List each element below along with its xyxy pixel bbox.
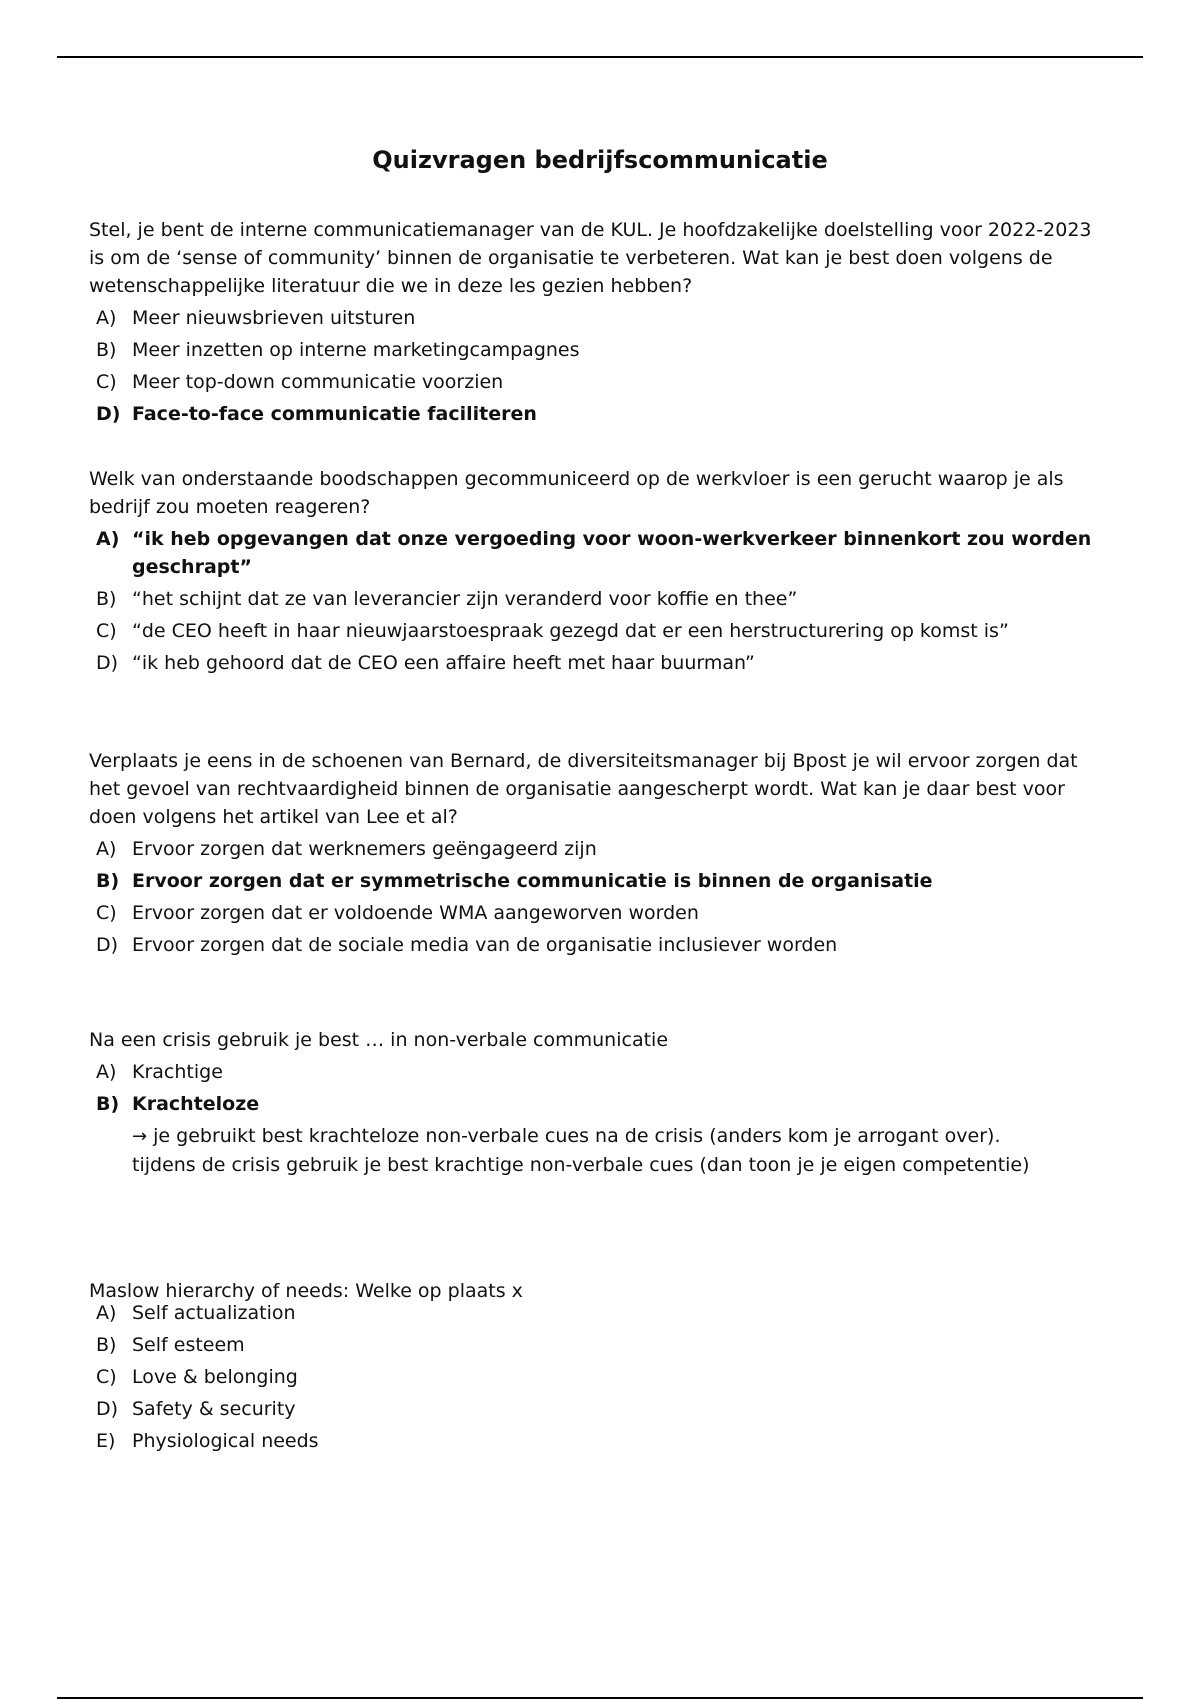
question-text: Stel, je bent de interne communicatiemanager van de KUL. Je hoofdzakelijke doelstelling voor 2022-2023 is om de ‘sense of community’ binnen de organisatie te verbeteren. Wat kan je best doen volgens de wetenschappelijke literatuur die we in deze les gezien hebben? (89, 219, 1092, 297)
arrow-right-icon: → (132, 1126, 148, 1147)
option-c (89, 368, 1109, 396)
explanation-line-2: tijdens de crisis gebruik je best krachtige non-verbale cues (dan toon je je eigen competentie) (132, 1154, 1030, 1176)
option-c (89, 899, 1109, 927)
option-b (89, 585, 1109, 613)
option-letter: C) (96, 620, 117, 642)
option-d (89, 931, 1109, 959)
option-list (89, 525, 1109, 677)
option-text: Physiological needs (132, 1430, 319, 1452)
option-c (89, 617, 1109, 645)
answer-explanation (132, 1122, 1109, 1179)
option-text: “ik heb opgevangen dat onze vergoeding voor woon-werkverkeer binnenkort zou worden geschrapt” (132, 528, 1092, 578)
option-text: Krachteloze (132, 1093, 260, 1115)
option-d-correct (89, 400, 1109, 428)
option-letter: B) (96, 1334, 117, 1356)
question-text: Verplaats je eens in de schoenen van Bernard, de diversiteitsmanager bij Bpost je wil ervoor zorgen dat het gevoel van rechtvaardigheid binnen de organisatie aangescherpt wordt. Wat kan je daar best voor doen volgens het artikel van Lee et al? (89, 750, 1078, 828)
option-letter: A) (96, 307, 117, 329)
option-a (89, 1299, 1109, 1327)
option-a (89, 835, 1109, 863)
question-2 (89, 465, 1109, 681)
option-letter: A) (96, 1061, 117, 1083)
option-b (89, 1331, 1109, 1359)
option-b (89, 336, 1109, 364)
option-a (89, 304, 1109, 332)
option-a-correct (89, 525, 1109, 581)
option-letter: C) (96, 371, 117, 393)
option-text: Krachtige (132, 1061, 223, 1083)
option-text: “het schijnt dat ze van leverancier zijn veranderd voor koffie en thee” (132, 588, 798, 610)
option-list (89, 835, 1109, 959)
question-4 (89, 1026, 1109, 1179)
option-letter: C) (96, 902, 117, 924)
question-text: Na een crisis gebruik je best … in non-verbale communicatie (89, 1029, 669, 1051)
option-letter: B) (96, 870, 120, 892)
option-c (89, 1363, 1109, 1391)
explanation-line-1: je gebruikt best krachteloze non-verbale cues na de crisis (anders kom je arrogant over). (147, 1125, 1001, 1147)
option-text: “ik heb gehoord dat de CEO een affaire heeft met haar buurman” (132, 652, 755, 674)
option-d (89, 649, 1109, 677)
option-letter: D) (96, 403, 121, 425)
option-letter: C) (96, 1366, 117, 1388)
question-1 (89, 216, 1109, 432)
option-text: “de CEO heeft in haar nieuwjaarstoespraak gezegd dat er een herstructurering op komst is” (132, 620, 1009, 642)
bottom-rule (57, 1697, 1143, 1699)
option-text: Ervoor zorgen dat werknemers geëngageerd zijn (132, 838, 597, 860)
option-text: Face-to-face communicatie faciliteren (132, 403, 537, 425)
option-letter: A) (96, 528, 120, 550)
question-text: Welk van onderstaande boodschappen gecommuniceerd op de werkvloer is een gerucht waarop je als bedrijf zou moeten reageren? (89, 468, 1064, 518)
option-letter: D) (96, 934, 119, 956)
option-text: Love & belonging (132, 1366, 298, 1388)
option-text: Meer nieuwsbrieven uitsturen (132, 307, 416, 329)
option-text: Self actualization (132, 1302, 296, 1324)
option-letter: D) (96, 1398, 119, 1420)
question-5 (89, 1277, 1109, 1459)
option-b-correct (89, 1090, 1109, 1118)
option-letter: B) (96, 588, 117, 610)
option-letter: D) (96, 652, 119, 674)
option-letter: B) (96, 339, 117, 361)
top-rule (57, 56, 1143, 58)
option-text: Self esteem (132, 1334, 245, 1356)
option-list (89, 1299, 1109, 1455)
option-text: Meer top-down communicatie voorzien (132, 371, 504, 393)
option-letter: A) (96, 838, 117, 860)
option-letter: E) (96, 1430, 116, 1452)
option-list (89, 304, 1109, 428)
option-text: Ervoor zorgen dat de sociale media van de organisatie inclusiever worden (132, 934, 838, 956)
option-text: Ervoor zorgen dat er voldoende WMA aangeworven worden (132, 902, 699, 924)
question-3 (89, 747, 1109, 963)
option-e (89, 1427, 1109, 1455)
option-text: Ervoor zorgen dat er symmetrische communicatie is binnen de organisatie (132, 870, 933, 892)
option-letter: B) (96, 1093, 120, 1115)
option-b-correct (89, 867, 1109, 895)
question-text: Maslow hierarchy of needs: Welke op plaats x (89, 1280, 523, 1302)
option-text: Meer inzetten op interne marketingcampagnes (132, 339, 580, 361)
option-letter: A) (96, 1302, 117, 1324)
option-a (89, 1058, 1109, 1086)
option-d (89, 1395, 1109, 1423)
page-title: Quizvragen bedrijfscommunicatie (372, 146, 828, 174)
option-list (89, 1058, 1109, 1118)
option-text: Safety & security (132, 1398, 296, 1420)
